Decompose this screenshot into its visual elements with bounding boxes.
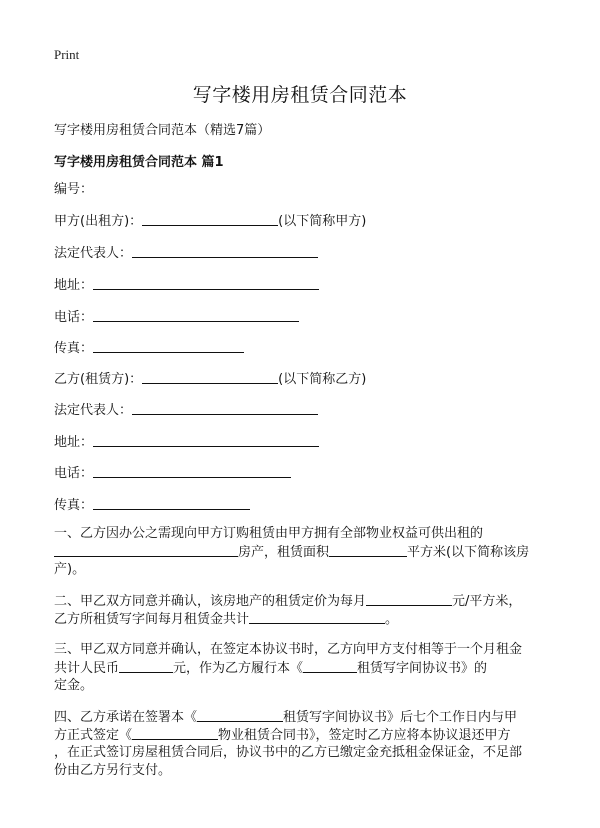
party-a-label: 甲方(出租方)： [54, 214, 143, 229]
address-label: 地址： [54, 435, 94, 450]
fax-blank [93, 339, 244, 353]
party-b-fax-row [54, 496, 250, 514]
number-label: 编号： [54, 182, 94, 197]
clause-1-text-a: 房产，租赁面积 [238, 545, 330, 560]
clause-4-text-b: 租赁写字间协议书》后七个工作日内与甲 [283, 710, 518, 725]
clause-3 [54, 641, 554, 695]
clause-1-line-2 [54, 543, 554, 561]
clause-2-line-1 [54, 592, 554, 610]
clause-4-text-d: 物业租赁合同书》，签定时乙方应将本协议退还甲方 [218, 728, 511, 743]
party-a-legal-rep-row [54, 244, 318, 262]
party-a-suffix: (以下简称甲方) [278, 214, 367, 229]
clause-4 [54, 708, 554, 780]
party-a-phone-row [54, 308, 299, 326]
monthly-total-blank [249, 610, 385, 624]
legal-rep-blank [132, 401, 318, 415]
legal-rep-label: 法定代表人： [54, 403, 133, 418]
agreement-blank [197, 708, 283, 722]
premises-blank [54, 543, 238, 557]
clause-4-text-a: 四、乙方承诺在签署本《 [54, 710, 198, 725]
clause-2-text-c: 乙方所租赁写字间每月租赁金共计 [54, 612, 250, 627]
party-b-address-row [54, 433, 319, 451]
party-a-address-row [54, 276, 319, 294]
section-title: 写字楼用房租赁合同范本 篇1 [54, 155, 224, 170]
document-subtitle: 写字楼用房租赁合同范本（精选7篇） [54, 123, 271, 138]
party-b-phone-row [54, 464, 291, 482]
clause-1 [54, 525, 554, 579]
party-a-row [54, 212, 366, 230]
clause-3-text-a: 共计人民币 [54, 661, 120, 676]
address-blank [93, 276, 319, 290]
clause-4-text-c: 方正式签定《 [54, 728, 133, 743]
address-label: 地址： [54, 278, 94, 293]
clause-1-line-1: 一、乙方因办公之需现向甲方订购租赁由甲方拥有全部物业权益可供出租的 [54, 526, 484, 541]
fax-label: 传真： [54, 341, 94, 356]
clause-1-line-3: 产)。 [54, 562, 86, 577]
legal-rep-label: 法定代表人： [54, 246, 133, 261]
fax-label: 传真： [54, 498, 94, 513]
clause-1-text-b: 平方米(以下简称该房 [407, 545, 530, 560]
number-row [54, 181, 93, 199]
document-title: 写字楼用房租赁合同范本 [192, 84, 408, 106]
party-b-blank [142, 370, 278, 384]
clause-2 [54, 592, 554, 628]
clause-4-line-3: ，在正式签订房屋租赁合同后，协议书中的乙方已缴定金充抵租金保证金，不足部 [54, 745, 523, 760]
party-b-row [54, 370, 366, 388]
phone-label: 电话： [54, 466, 94, 481]
print-label: Print [54, 47, 80, 62]
clause-3-line-1: 三、甲乙双方同意并确认，在签定本协议书时，乙方向甲方支付相等于一个月租金 [54, 642, 523, 657]
clause-4-line-4: 份由乙方另行支付。 [54, 763, 172, 778]
party-b-legal-rep-row [54, 401, 318, 419]
contract-blank [132, 726, 218, 740]
phone-label: 电话： [54, 310, 94, 325]
clause-3-line-3: 定金。 [54, 678, 94, 693]
legal-rep-blank [132, 244, 318, 258]
party-a-fax-row [54, 339, 244, 357]
phone-blank [93, 464, 291, 478]
clause-2-text-b: 元/平方米， [452, 594, 522, 609]
area-blank [329, 543, 407, 557]
agreement-name-blank [303, 659, 357, 673]
party-b-suffix: (以下简称乙方) [278, 372, 367, 387]
party-a-blank [142, 212, 278, 226]
fax-blank [93, 496, 250, 510]
clause-2-text-a: 二、甲乙双方同意并确认，该房地产的租赁定价为每月 [54, 594, 367, 609]
clause-2-line-2 [54, 610, 554, 628]
party-b-label: 乙方(租赁方)： [54, 372, 143, 387]
clause-3-text-c: 租赁写字间协议书》的 [357, 661, 488, 676]
clause-3-text-b: 元，作为乙方履行本《 [173, 661, 304, 676]
phone-blank [93, 308, 299, 322]
clause-4-line-1 [54, 708, 554, 726]
clause-4-line-2 [54, 726, 554, 744]
clause-3-line-2 [54, 659, 554, 677]
rent-price-blank [366, 592, 452, 606]
address-blank [93, 433, 319, 447]
clause-2-text-d: 。 [385, 612, 399, 627]
deposit-blank [119, 659, 173, 673]
